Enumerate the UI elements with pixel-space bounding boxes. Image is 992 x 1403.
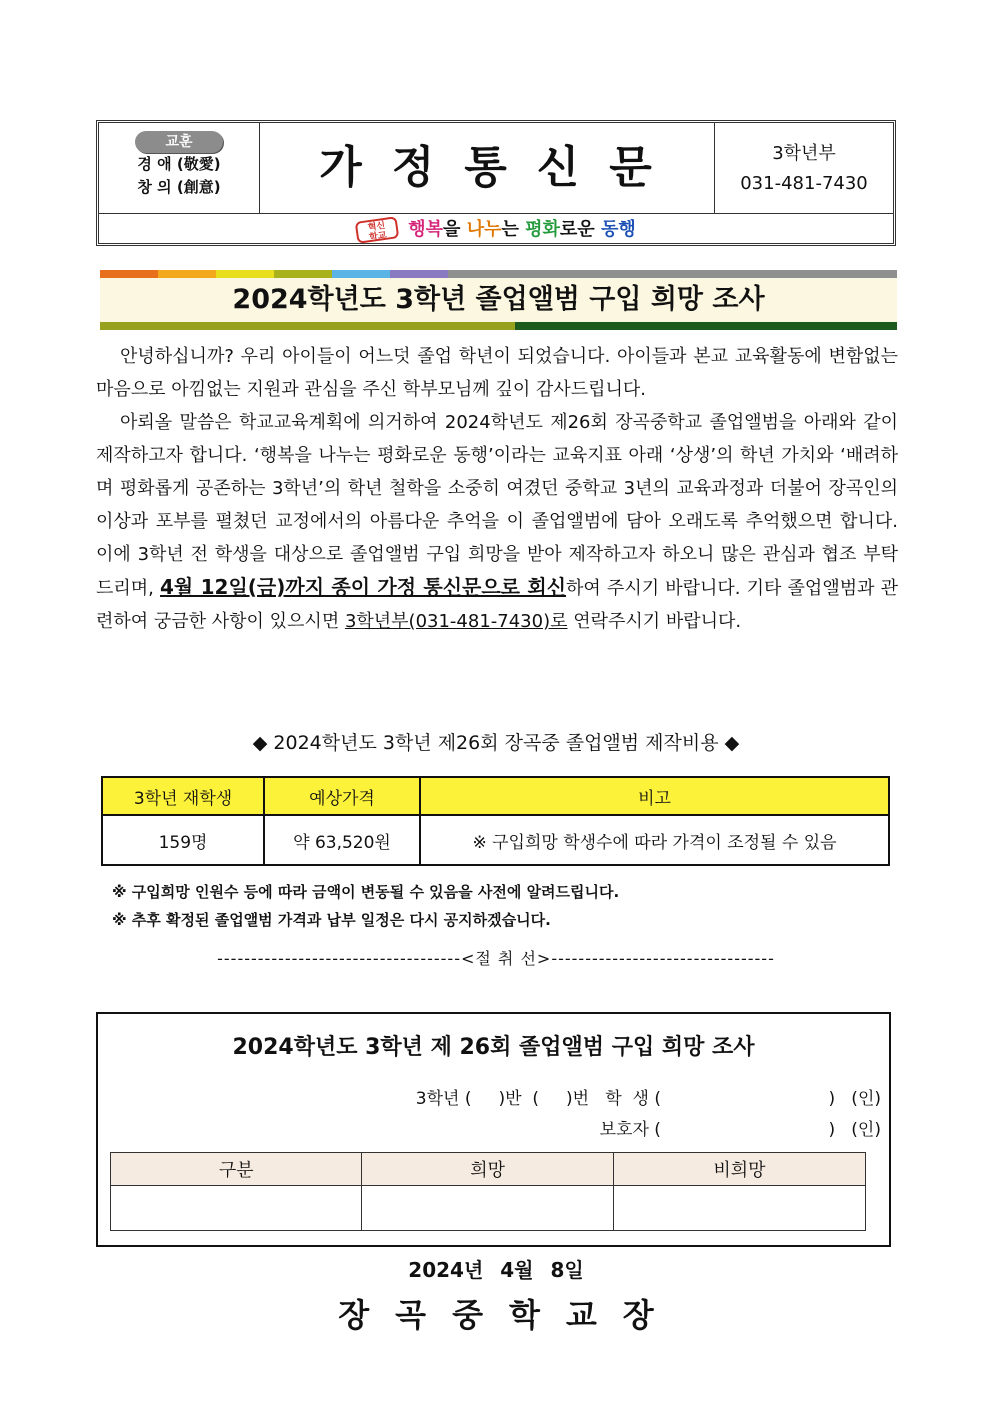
department-phone: 031-481-7430 xyxy=(740,173,868,194)
reply-not-want-cell[interactable] xyxy=(613,1186,865,1231)
stripe-segment xyxy=(274,270,332,278)
slogan-word-2: 을 xyxy=(443,219,467,240)
cost-table xyxy=(101,776,890,866)
reply-category-cell[interactable] xyxy=(111,1186,362,1231)
bottom-stripe-green xyxy=(515,322,897,330)
student-info-line[interactable]: 3학년 ( )반 ( )번 학 생 ( ) (인) xyxy=(415,1089,881,1109)
cost-note-1: ※ 구입희망 인원수 등에 따라 금액이 변동될 수 있음을 사전에 알려드립니다. xyxy=(112,883,620,901)
reply-table-row xyxy=(111,1186,866,1231)
letter-body xyxy=(96,340,898,638)
stripe-segment xyxy=(448,270,897,278)
reply-slip-title: 2024학년도 3학년 제 26회 졸업앨범 구입 희망 조사 xyxy=(232,1035,755,1060)
department-info xyxy=(715,123,893,213)
innovation-school-stamp-icon xyxy=(355,216,400,244)
survey-title: 2024학년도 3학년 졸업앨범 구입 희망 조사 xyxy=(100,278,897,322)
cost-table-row xyxy=(102,815,889,865)
main-paragraph xyxy=(96,406,898,638)
reply-header-category: 구분 xyxy=(111,1153,362,1186)
motto-line-1: 경 애 (敬愛) xyxy=(137,155,221,173)
stripe-segment xyxy=(332,270,390,278)
motto-badge: 교훈 xyxy=(135,131,223,153)
reply-choice-table xyxy=(110,1152,866,1231)
reply-want-cell[interactable] xyxy=(362,1186,613,1231)
slogan-word-6: 로운 xyxy=(559,219,601,240)
document-type-title: 가정통신문 xyxy=(259,123,715,213)
parent-info-line[interactable]: 보호자 ( ) (인) xyxy=(599,1120,881,1140)
slogan-word-5: 평화 xyxy=(525,219,560,240)
slogan-word-1: 행복 xyxy=(408,219,444,240)
reply-deadline: 4월 12일(금)까지 종이 가정 통신문으로 회신 xyxy=(160,575,567,599)
greeting-paragraph: 안녕하십니까? 우리 아이들이 어느덧 졸업 학년이 되었습니다. 아이들과 본교 교육활동에 변함없는 마음으로 아낌없는 지원과 관심을 주신 학부모님께 깊이 감사드립니다. xyxy=(96,346,898,400)
letter-header xyxy=(96,120,896,246)
slogan-word-4: 는 xyxy=(501,219,526,240)
cost-header-remarks: 비고 xyxy=(420,777,889,815)
survey-title-bar xyxy=(100,270,897,330)
stamp-text-2: 학교 xyxy=(368,230,388,244)
stripe-segment xyxy=(390,270,448,278)
cost-expected-price: 약 63,520원 xyxy=(264,815,420,865)
reply-header-not-want: 비희망 xyxy=(613,1153,865,1186)
cost-table-header-row xyxy=(102,777,889,815)
bottom-stripe-olive xyxy=(100,322,515,330)
reply-table-header-row xyxy=(111,1153,866,1186)
principal-signature: 장곡중학교장 xyxy=(338,1296,680,1334)
main-paragraph-text-2: 하여 주시기 바랍니다. 기타 졸업앨범과 관련하여 궁금한 사항이 있으시면 xyxy=(96,578,898,632)
slogan-word-7: 동행 xyxy=(600,219,636,240)
cut-line: ------------------------------------<절 취 선>--------------------------------- xyxy=(217,949,775,968)
main-paragraph-text-3: 연락주시기 바랍니다. xyxy=(567,611,742,632)
header-top-row xyxy=(99,123,893,214)
cost-student-count: 159명 xyxy=(102,815,264,865)
cost-heading: ◆ 2024학년도 3학년 제26회 장곡중 졸업앨범 제작비용 ◆ xyxy=(252,732,740,754)
cost-header-students: 3학년 재학생 xyxy=(102,777,264,815)
issue-date: 2024년 4월 8일 xyxy=(408,1258,584,1282)
department-name: 3학년부 xyxy=(772,143,836,164)
stamp-text-1: 혁신 xyxy=(367,220,387,234)
main-paragraph-text: 아뢰올 말씀은 학교교육계획에 의거하여 2024학년도 제26회 장곡중학교 졸업앨범을 아래와 같이 제작하고자 합니다. ‘행복을 나누는 평화로운 동행’이라는 교육지표 아래 ‘상생’의 학년 가치와 ‘배려하며 평화롭게 공존하는 3학년’의 학년 철학을 소중히 여겼던 중학교 3년의 교육과정과 더불어 장곡인의 이상과 포부를 펼쳤던 교정에서의 아름다운 추억을 이 졸업앨범에 담아 오래도록 추억했으면 합니다. 이에 3학년 전 학생을 대상으로 졸업앨범 구입 희망을 받아 제작하고자 하오니 많은 관심과 협조 부탁드리며, xyxy=(96,412,898,599)
contact-info: 3학년부(031-481-7430)로 xyxy=(344,611,568,632)
cost-note-2: ※ 추후 확정된 졸업앨범 가격과 납부 일정은 다시 공지하겠습니다. xyxy=(112,911,551,929)
cost-remarks: ※ 구입희망 학생수에 따라 가격이 조정될 수 있음 xyxy=(420,815,889,865)
reply-header-want: 희망 xyxy=(362,1153,613,1186)
motto-line-2: 창 의 (創意) xyxy=(137,178,221,196)
slogan-word-3: 나누 xyxy=(466,219,502,240)
stripe-segment xyxy=(158,270,216,278)
stripe-segment xyxy=(216,270,274,278)
cost-notes xyxy=(112,878,619,934)
school-slogan xyxy=(99,213,893,246)
stripe-segment xyxy=(100,270,158,278)
reply-slip xyxy=(96,1012,891,1247)
school-motto xyxy=(99,123,260,213)
cost-header-price: 예상가격 xyxy=(264,777,420,815)
